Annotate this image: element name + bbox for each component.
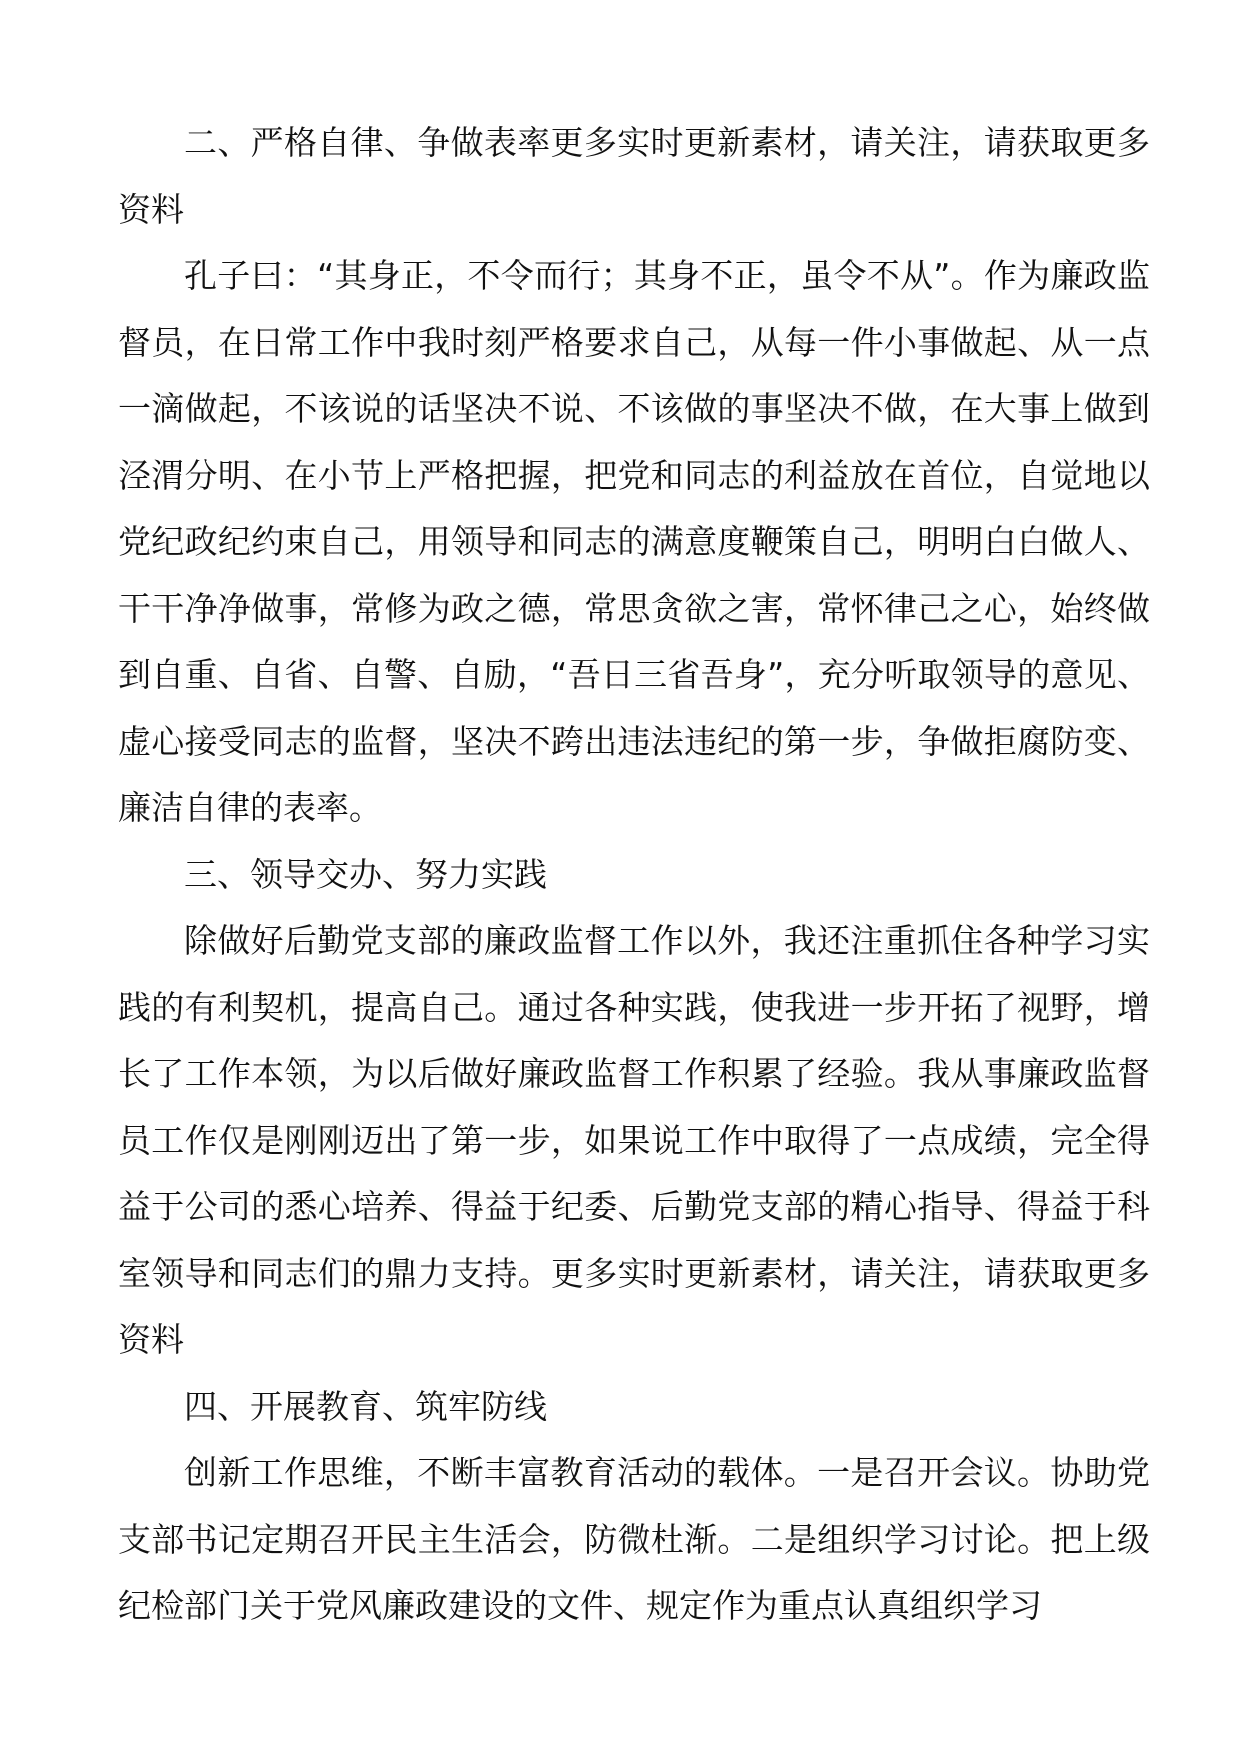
paragraph-education: 创新工作思维，不断丰富教育活动的载体。一是召开会议。协助党支部书记定期召开民主生活会，防微杜渐。二是组织学习讨论。把上级纪检部门关于党风廉政建设的文件、规定作为重点认真组织学习 <box>118 1453 1150 1625</box>
paragraph-self-discipline: 孔子曰：“其身正，不令而行；其身不正，虽令不从”。作为廉政监督员，在日常工作中我时刻严格要求自己，从每一件小事做起、从一点一滴做起，不该说的话坚决不说、不该做的事坚决不做，在大事上做到泾渭分明、在小节上严格把握，把党和同志的利益放在首位，自觉地以党纪政纪约束自己，用领导和同志的满意度鞭策自己，明明白白做人、干干净净做事，常修为政之德，常思贪欲之害，常怀律己之心，始终做到自重、自省、自警、自励，“吾日三省吾身”，充分听取领导的意见、虚心接受同志的监督，坚决不跨出违法违纪的第一步，争做拒腐防变、廉洁自律的表率。 <box>118 256 1150 827</box>
heading-section-four: 四、开展教育、筑牢防线 <box>184 1386 547 1426</box>
paragraph-practice: 除做好后勤党支部的廉政监督工作以外，我还注重抓住各种学习实践的有利契机，提高自己。通过各种实践，使我进一步开拓了视野，增长了工作本领，为以后做好廉政监督工作积累了经验。我从事廉政监督员工作仅是刚刚迈出了第一步，如果说工作中取得了一点成绩，完全得益于公司的悉心培养、得益于纪委、后勤党支部的精心指导、得益于科室领导和同志们的鼎力支持。更多实时更新素材，请关注，请获取更多资料 <box>118 921 1150 1359</box>
document-body <box>118 110 1150 1640</box>
heading-section-three: 三、领导交办、努力实践 <box>184 854 547 894</box>
heading-section-two: 二、严格自律、争做表率更多实时更新素材，请关注，请获取更多资料 <box>118 123 1150 229</box>
